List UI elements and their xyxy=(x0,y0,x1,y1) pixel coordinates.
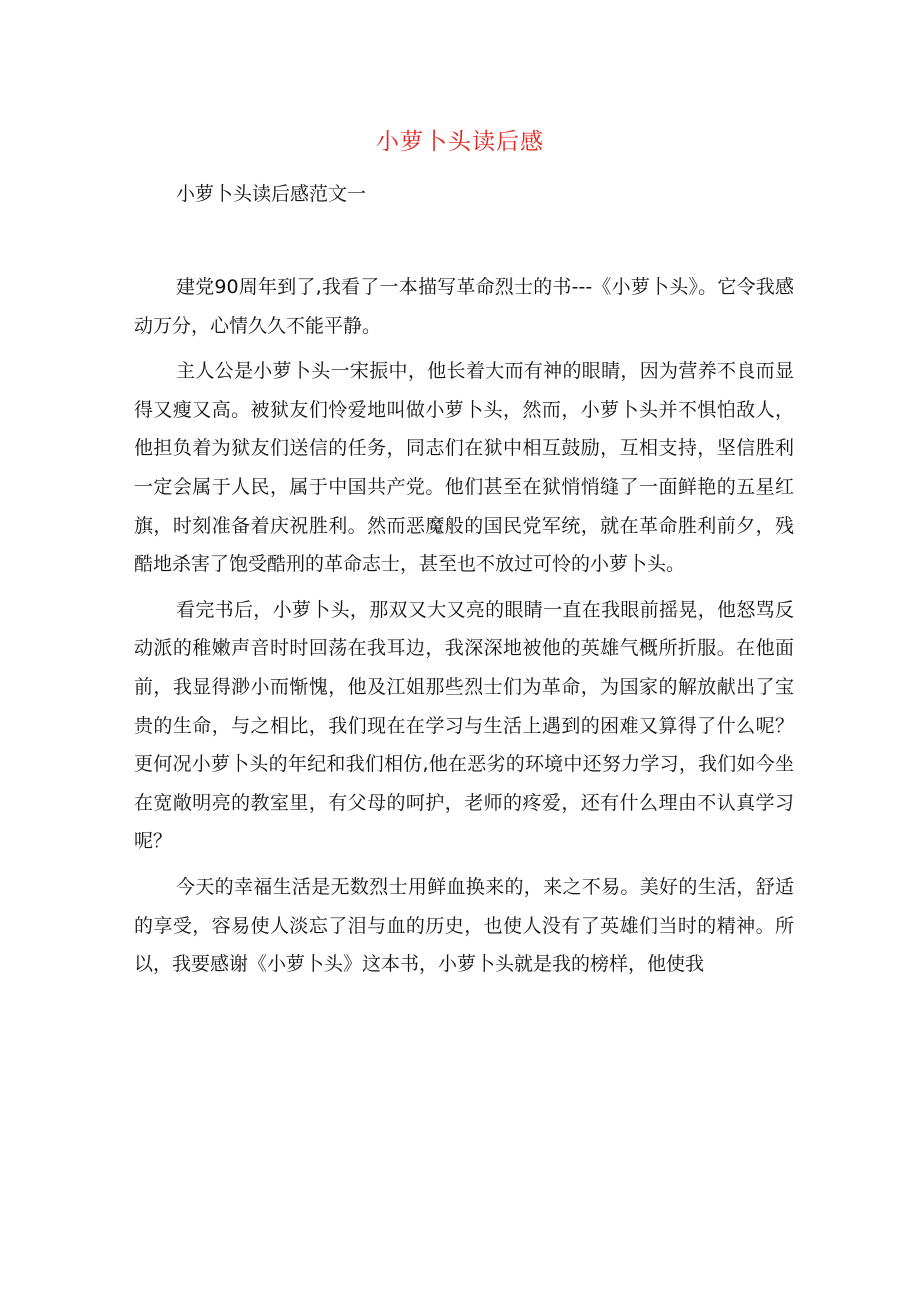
paragraph-3: 看完书后，小萝卜头，那双又大又亮的眼睛一直在我眼前摇晃，他怒骂反动派的稚嫩声音时时回荡在我耳边，我深深地被他的英雄气概所折服。在他面前，我显得渺小而惭愧，他及江姐那些烈士们为革命，为国家的解放献出了宝贵的生命，与之相比，我们现在在学习与生活上遇到的困难又算得了什么呢？更何况小萝卜头的年纪和我们相仿,他在恶劣的环境中还努力学习，我们如今坐在宽敞明亮的教室里，有父母的呵护，老师的疼爱，还有什么理由不认真学习呢？ xyxy=(134,598,794,853)
document-subtitle: 小萝卜头读后感范文一 xyxy=(176,183,367,205)
paragraph-4: 今天的幸福生活是无数烈士用鲜血换来的，来之不易。美好的生活，舒适的享受，容易使人淡忘了泪与血的历史，也使人没有了英雄们当时的精神。所以，我要感谢《小萝卜头》这本书，小萝卜头就是我的榜样，他使我 xyxy=(134,875,794,976)
paragraph-1: 建党90周年到了,我看了一本描写革命烈士的书---《小萝卜头》。它令我感动万分，心情久久不能平静。 xyxy=(134,276,794,337)
document-title: 小萝卜头读后感 xyxy=(376,129,544,155)
document-body xyxy=(134,268,794,991)
paragraph-2: 主人公是小萝卜头一宋振中，他长着大而有神的眼睛，因为营养不良而显得又瘦又高。被狱友们怜爱地叫做小萝卜头，然而，小萝卜头并不惧怕敌人，他担负着为狱友们送信的任务，同志们在狱中相互鼓励，互相支持，坚信胜利一定会属于人民，属于中国共产党。他们甚至在狱悄悄缝了一面鲜艳的五星红旗，时刻准备着庆祝胜利。然而恶魔般的国民党军统，就在革命胜利前夕，残酷地杀害了饱受酷刑的革命志士，甚至也不放过可怜的小萝卜头。 xyxy=(134,360,794,576)
